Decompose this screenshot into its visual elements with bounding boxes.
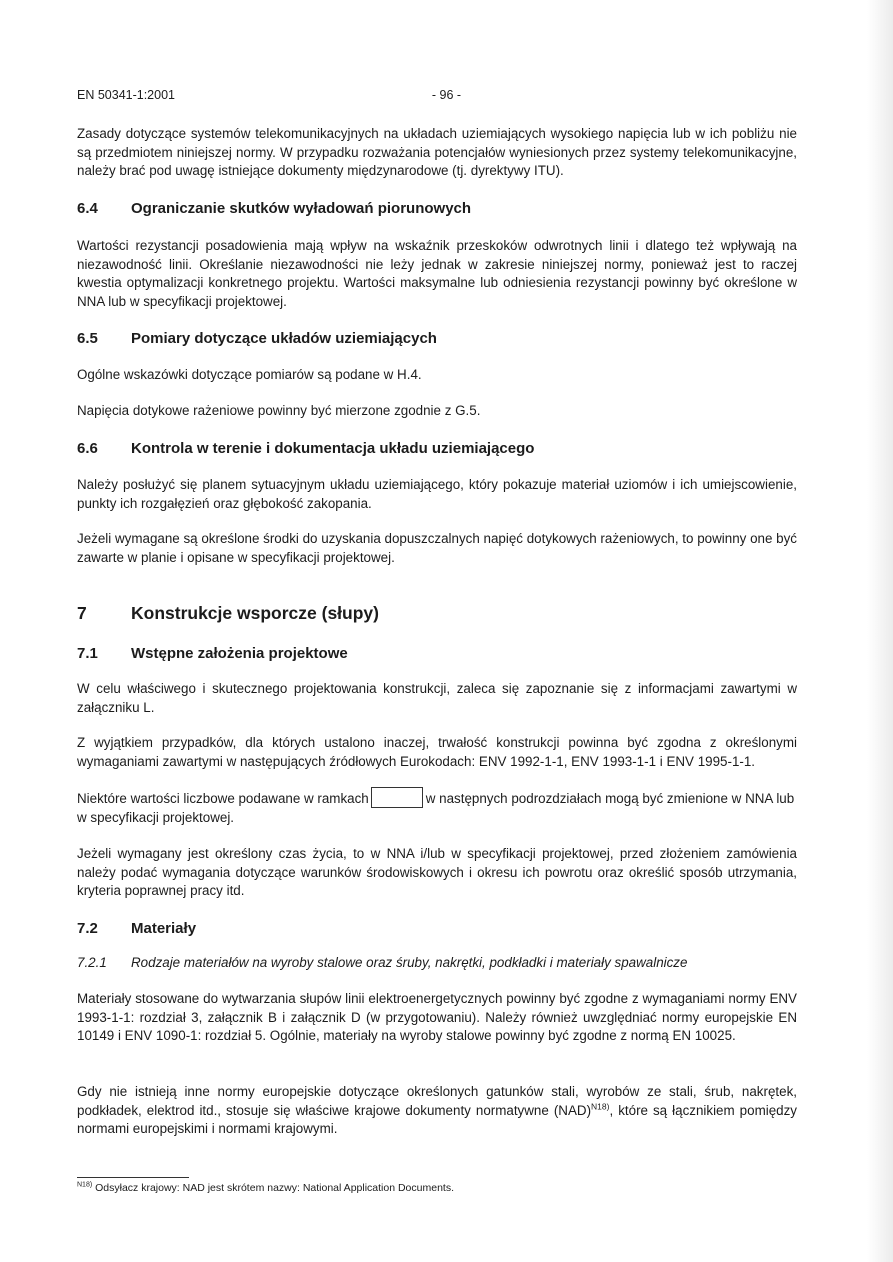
heading-7 [77,603,379,624]
intro-text: Zasady dotyczące systemów telekomunikacyjnych na układach uziemiających wysokiego napięcia lub w ich pobliżu nie są przedmiotem niniejszej normy. W przypadku rozważania potencjałów wyniesionych przez systemy telekomunikacyjne, należy brać pod uwagę istniejące dokumenty międzynarodowe (tj. dyrektywy ITU). [77,126,797,179]
heading-7-2 [77,920,196,937]
heading-title: Konstrukcje wsporcze (słupy) [131,603,379,623]
paragraph-text [77,787,797,827]
paragraph-text: Wartości rezystancji posadowienia mają wpływ na wskaźnik przeskoków odwrotnych linii i dlatego też wpływają na niezawodność linii. Określanie niezawodności nie leży jednak w zakresie niniejszej normy, ponieważ jest to raczej kwestia optymalizacji konkretnego projektu. Wartości maksymalne lub odniesienia rezystancji powinny być określone w NNA lub w specyfikacji projektowej. [77,238,797,309]
paragraph-text: Materiały stosowane do wytwarzania słupów linii elektroenergetycznych powinny być zgodne z wymaganiami normy ENV 1993-1-1: rozdział 3, załącznik B i załącznik D (w przygotowaniu). Należy również uwzględniać normy europejskie EN 10149 i ENV 1090-1: rozdział 5. Ogólnie, materiały na wyroby stalowe powinny być zgodne z normą EN 10025. [77,991,797,1044]
heading-6-6 [77,440,534,457]
heading-number: 7.2 [77,920,98,937]
section-6-6-paragraph-2 [77,530,797,567]
heading-number: 7.2.1 [77,955,107,970]
paragraph-text: Napięcia dotykowe rażeniowe powinny być mierzone zgodnie z G.5. [77,403,481,418]
heading-title: Wstępne założenia projektowe [131,645,348,662]
text-after-box: w następnych podrozdziałach mogą być zmienione w NNA lub w specyfikacji projektowej. [77,791,795,825]
footnote-text: Odsyłacz krajowy: NAD jest skrótem nazwy: National Application Documents. [92,1182,454,1194]
paragraph-text: Ogólne wskazówki dotyczące pomiarów są podane w H.4. [77,367,422,382]
heading-6-5 [77,330,437,347]
page-number: - 96 - [431,88,462,102]
text-before-box: Niektóre wartości liczbowe podawane w ramkach [77,791,369,806]
footnote [77,1182,454,1194]
standard-identifier: EN 50341-1:2001 [77,88,175,102]
section-7-2-1-paragraph-2 [77,1083,797,1139]
paragraph-text: Jeżeli wymagane są określone środki do uzyskania dopuszczalnych napięć dotykowych rażeniowych, to powinny one być zawarte w planie i opisane w specyfikacji projektowej. [77,531,797,565]
heading-7-2-1 [77,955,687,970]
text-before-footnote: Gdy nie istnieją inne normy europejskie dotyczące określonych gatunków stali, wyrobów ze stali, śrub, nakrętek, podkładek, elektrod itd., stosuje się właściwe krajowe dokumenty normatywne (NAD) [77,1084,797,1118]
section-7-1-paragraph-2 [77,734,797,771]
paragraph-text [77,1083,797,1139]
footnote-mark: N18) [77,1181,93,1189]
paragraph-text: Należy posłużyć się planem sytuacyjnym układu uziemiającego, który pokazuje materiał uziomów i ich umiejscowienie, punkty ich rozgałęzień oraz głębokość zakopania. [77,477,797,511]
footnote-divider [77,1177,189,1178]
paragraph-text: Jeżeli wymagany jest określony czas życia, to w NNA i/lub w specyfikacji projektowej, przed złożeniem zamówienia należy podać wymagania dotyczące warunków środowiskowych i okresu ich powrotu oraz określić sposób utrzymania, kryteria poprawnej pracy itd. [77,846,797,899]
section-6-5-paragraph-2 [77,402,797,421]
section-7-2-1-paragraph-1 [77,990,797,1046]
heading-number: 7.1 [77,645,98,662]
section-7-1-paragraph-3 [77,787,797,827]
text-after-footnote: , które są łącznikiem pomiędzy normami europejskimi i normami krajowymi. [77,1102,797,1137]
heading-title: Pomiary dotyczące układów uziemiających [131,330,437,347]
heading-7-1 [77,645,348,662]
section-7-1-paragraph-1 [77,680,797,717]
intro-paragraph [77,125,797,181]
heading-number: 7 [77,603,87,623]
scan-edge-shadow [867,0,893,1262]
paragraph-text: Z wyjątkiem przypadków, dla których ustalono inaczej, trwałość konstrukcji powinna być zgodna z określonymi wymaganiami zawartymi w następujących źródłowych Eurokodach: ENV 1992-1-1, ENV 1993-1-1 i ENV 1995-1-1. [77,735,797,769]
section-6-6-paragraph-1 [77,476,797,513]
section-7-1-paragraph-4 [77,845,797,901]
section-6-5-paragraph-1 [77,366,797,385]
heading-6-4 [77,200,471,217]
boxed-value-symbol [371,787,423,808]
footnote-reference: N18) [591,1101,610,1112]
heading-number: 6.5 [77,330,98,347]
heading-title: Materiały [131,920,197,937]
section-6-4-paragraph [77,237,797,311]
heading-title: Rodzaje materiałów na wyroby stalowe oraz śruby, nakrętki, podkładki i materiały spawalnicze [131,955,688,970]
paragraph-text: W celu właściwego i skutecznego projektowania konstrukcji, zaleca się zapoznanie się z informacjami zawartymi w załączniku L. [77,681,797,715]
heading-number: 6.6 [77,440,98,457]
heading-number: 6.4 [77,200,98,217]
heading-title: Kontrola w terenie i dokumentacja układu uziemiającego [131,440,535,457]
heading-title: Ograniczanie skutków wyładowań piorunowych [131,200,472,217]
